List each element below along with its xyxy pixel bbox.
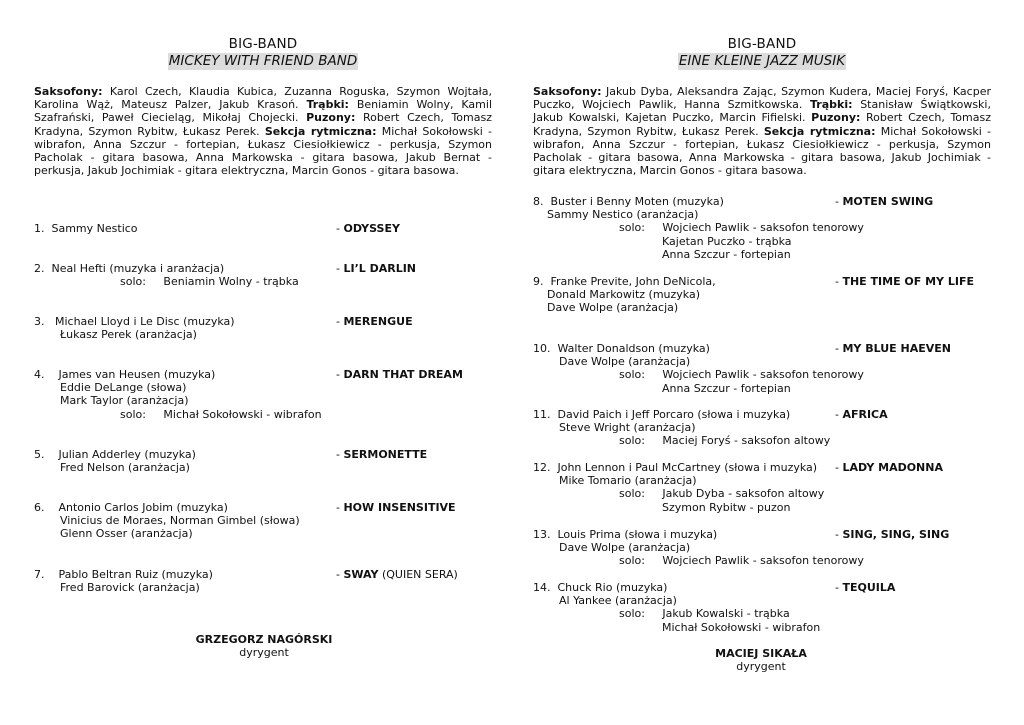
section-label: Trąbki:	[306, 98, 349, 112]
band-name: MICKEY WITH FRIEND BAND	[168, 53, 358, 69]
program-detail-line	[533, 474, 991, 487]
program-text: Mark Taylor (aranżacja)	[60, 394, 189, 408]
program-detail-line	[533, 301, 991, 314]
band-type: BIG-BAND	[228, 36, 298, 52]
piece-title-text: SERMONETTE	[343, 448, 428, 461]
program-text: Glenn Osser (aranżacja)	[60, 527, 193, 541]
piece-title-extra: (QUIEN SERA)	[378, 568, 458, 581]
program-detail-line	[533, 221, 991, 234]
piece-title-text: THE TIME OF MY LIFE	[842, 275, 974, 288]
program-composer-line	[34, 568, 492, 581]
program-item	[34, 501, 492, 541]
piece-title-text: MERENGUE	[343, 315, 413, 328]
piece-title-text: LI’L DARLIN	[343, 262, 417, 275]
piece-title: - MOTEN SWING	[835, 195, 934, 208]
program-text: 14. Chuck Rio (muzyka)	[533, 581, 668, 594]
piece-title: - MERENGUE	[336, 315, 413, 328]
program-detail-line	[533, 594, 991, 607]
band-header	[533, 36, 991, 70]
program-detail-line	[533, 382, 991, 395]
program-composer-line	[34, 368, 492, 381]
program-text: Mike Tomario (aranżacja)	[559, 474, 697, 488]
section-label: Puzony:	[811, 111, 861, 125]
piece-title: - TEQUILA	[835, 581, 896, 594]
band-header	[34, 36, 492, 70]
program-text: Dave Wolpe (aranżacja)	[559, 541, 691, 555]
section-label: Saksofony:	[34, 85, 103, 98]
program-text: Anna Szczur - fortepian	[662, 381, 791, 395]
program-composer-line	[533, 461, 991, 474]
conductor-name: GRZEGORZ NAGÓRSKI	[195, 633, 333, 646]
program-detail-line	[533, 554, 991, 567]
program-text: 4. James van Heusen (muzyka)	[34, 368, 216, 381]
program-text: 13. Louis Prima (słowa i muzyka)	[533, 528, 718, 541]
program-text: solo: Jakub Kowalski - trąbka	[619, 607, 790, 621]
program-composer-line	[533, 528, 991, 541]
program-text: solo: Maciej Foryś - saksofon altowy	[619, 434, 831, 448]
conductor-name: MACIEJ SIKAŁA	[715, 647, 807, 660]
program-detail-line	[34, 514, 492, 527]
program-item	[533, 195, 991, 261]
program-text: solo: Wojciech Pawlik - saksofon tenorowy	[619, 221, 864, 235]
piece-title: - LADY MADONNA	[835, 461, 943, 474]
piece-title-text: MY BLUE HAEVEN	[842, 342, 951, 355]
program-text: Michał Sokołowski - wibrafon	[662, 620, 821, 634]
musicians-list	[34, 85, 492, 177]
program-detail-line	[34, 394, 492, 407]
conductor-role: dyrygent	[736, 660, 786, 674]
program-text: Fred Barovick (aranżacja)	[60, 581, 200, 595]
section-members: Beniamin Wolny, Kamil Szafrański, Paweł Ciecieląg, Mikołaj Chojecki.	[34, 98, 493, 125]
left-program-column	[34, 36, 493, 660]
program-detail-line	[533, 355, 991, 368]
program-item	[34, 222, 492, 235]
program-text: 7. Pablo Beltran Ruiz (muzyka)	[34, 568, 213, 581]
program-item	[34, 448, 492, 474]
program-composer-line	[533, 195, 991, 208]
program-item	[34, 315, 492, 341]
program-detail-line	[533, 368, 991, 381]
program-detail-line	[533, 621, 991, 634]
program-detail-line	[533, 235, 991, 248]
piece-title-text: HOW INSENSITIVE	[343, 501, 456, 514]
program-detail-line	[533, 541, 991, 554]
program-detail-line	[533, 501, 991, 514]
program-text: 8. Buster i Benny Moten (muzyka)	[533, 195, 724, 208]
piece-title-text: DARN THAT DREAM	[343, 368, 463, 381]
program-text: Donald Markowitz (muzyka)	[533, 288, 701, 302]
program-text: 12. John Lennon i Paul McCartney (słowa i muzyka)	[533, 461, 818, 474]
program-detail-line	[34, 461, 492, 474]
conductor	[661, 647, 861, 673]
program-text: Szymon Rybitw - puzon	[662, 500, 791, 514]
section-members: Michał Sokołowski - wibrafon, Anna Szczur - fortepian, Łukasz Ciesiołkiewicz - perkusja, Szymon Pacholak - gitara basowa, Anna Markowska - gitara basowa, Jakub Bernat - perkusja, Jakub Jochimiak - gitara elektryczna, Marcin Gonos - gitara basowa.	[34, 124, 493, 178]
section-label: Sekcja rytmiczna:	[763, 124, 876, 138]
program-text: 9. Franke Previte, John DeNicola,	[533, 275, 716, 288]
program-text: solo: Wojciech Pawlik - saksofon tenorowy	[619, 368, 864, 382]
piece-title-text: AFRICA	[842, 408, 888, 421]
section-label: Puzony:	[306, 111, 356, 125]
program-composer-line	[533, 408, 991, 421]
conductor-role: dyrygent	[239, 646, 289, 660]
program-text: 5. Julian Adderley (muzyka)	[34, 448, 196, 461]
program-item	[533, 528, 991, 568]
musicians-list	[533, 85, 991, 177]
program-detail-line	[533, 421, 991, 434]
piece-title: - DARN THAT DREAM	[336, 368, 463, 381]
section-members: Robert Czech, Tomasz Kradyna, Szymon Rybitw, Łukasz Perek.	[34, 111, 492, 138]
program-item	[34, 262, 492, 288]
program-detail-line	[34, 381, 492, 394]
piece-title-text: ODYSSEY	[343, 222, 400, 235]
program-text: 1. Sammy Nestico	[34, 222, 138, 235]
program-detail-line	[533, 434, 991, 447]
program-detail-line	[533, 248, 991, 261]
program-composer-line	[533, 275, 991, 288]
section-label: Saksofony:	[533, 85, 602, 98]
program-composer-line	[34, 222, 492, 235]
program-item	[34, 568, 492, 594]
piece-title: - ODYSSEY	[336, 222, 400, 235]
section-members: Robert Czech, Tomasz Kradyna, Szymon Rybitw, Łukasz Perek.	[533, 111, 991, 138]
program-item	[533, 461, 991, 514]
section-members: Karol Czech, Klaudia Kubica, Zuzanna Roguska, Szymon Wojtała, Karolina Wąż, Mateusz Palzer, Jakub Krasoń.	[34, 85, 492, 112]
program-text: 3. Michael Lloyd i Le Disc (muzyka)	[34, 315, 235, 328]
program-text: Steve Wright (aranżacja)	[559, 421, 696, 435]
piece-title: - AFRICA	[835, 408, 888, 421]
section-members: Michał Sokołowski - wibrafon, Anna Szczur - fortepian, Łukasz Ciesiołkiewicz - perkusja, Szymon Pacholak - gitara basowa, Anna Markowska - gitara basowa, Jakub Jochimiak - gitara elektryczna, Marcin Gonos - gitara basowa.	[533, 124, 992, 178]
piece-title-text: MOTEN SWING	[842, 195, 934, 208]
program-text: Sammy Nestico (aranżacja)	[533, 208, 699, 222]
program-text: solo: Beniamin Wolny - trąbka	[120, 275, 299, 289]
section-members: Jakub Dyba, Aleksandra Zając, Szymon Kudera, Maciej Foryś, Kacper Puczko, Wojciech Pawlik, Hanna Szmitkowska.	[533, 85, 991, 112]
program-text: solo: Wojciech Pawlik - saksofon tenorowy	[619, 554, 864, 568]
program-detail-line	[533, 208, 991, 221]
section-label: Trąbki:	[810, 98, 853, 112]
conductor	[164, 633, 364, 659]
program-text: 11. David Paich i Jeff Porcaro (słowa i muzyka)	[533, 408, 791, 421]
piece-title-text: SWAY	[343, 568, 379, 581]
program-item	[533, 275, 991, 315]
band-type: BIG-BAND	[727, 36, 797, 52]
program-composer-line	[34, 262, 492, 275]
program-text: solo: Michał Sokołowski - wibrafon	[120, 407, 322, 421]
program-text: Al Yankee (aranżacja)	[559, 594, 677, 608]
program-detail-line	[34, 581, 492, 594]
program-text: Kajetan Puczko - trąbka	[662, 234, 792, 248]
program-detail-line	[34, 527, 492, 540]
program-text: Dave Wolpe (aranżacja)	[533, 301, 679, 315]
piece-title: - HOW INSENSITIVE	[336, 501, 456, 514]
program-text: Anna Szczur - fortepian	[662, 247, 791, 261]
program-text: Fred Nelson (aranżacja)	[60, 461, 190, 475]
section-label: Sekcja rytmiczna:	[264, 124, 377, 138]
program-composer-line	[533, 581, 991, 594]
program-composer-line	[533, 342, 991, 355]
section-members: Stanisław Świątkowski, Jakub Kowalski, Kajetan Puczko, Marcin Fifielski.	[533, 98, 991, 125]
program-item	[34, 368, 492, 421]
program-item	[533, 342, 991, 395]
piece-title: - MY BLUE HAEVEN	[835, 342, 951, 355]
program-text: solo: Jakub Dyba - saksofon altowy	[619, 487, 825, 501]
band-name: EINE KLEINE JAZZ MUSIK	[678, 53, 846, 69]
piece-title: - SING, SING, SING	[835, 528, 950, 541]
program-text: Eddie DeLange (słowa)	[60, 381, 187, 395]
program-composer-line	[34, 501, 492, 514]
program-detail-line	[34, 328, 492, 341]
piece-title-text: LADY MADONNA	[842, 461, 943, 474]
program-detail-line	[533, 607, 991, 620]
piece-title-text: SING, SING, SING	[842, 528, 950, 541]
piece-title: - SWAY (QUIEN SERA)	[336, 568, 458, 581]
program-text: Łukasz Perek (aranżacja)	[60, 328, 197, 342]
program-composer-line	[34, 448, 492, 461]
piece-title-text: TEQUILA	[842, 581, 896, 594]
piece-title: - SERMONETTE	[336, 448, 428, 461]
program-composer-line	[34, 315, 492, 328]
program-item	[533, 408, 991, 448]
program-text: 6. Antonio Carlos Jobim (muzyka)	[34, 501, 228, 514]
program-text: 10. Walter Donaldson (muzyka)	[533, 342, 710, 355]
program-detail-line	[533, 288, 991, 301]
program-text: Vinicius de Moraes, Norman Gimbel (słowa)	[60, 514, 300, 528]
piece-title: - THE TIME OF MY LIFE	[835, 275, 974, 288]
program-detail-line	[34, 408, 492, 421]
program-item	[533, 581, 991, 634]
program-detail-line	[34, 275, 492, 288]
program-detail-line	[533, 487, 991, 500]
program-text: 2. Neal Hefti (muzyka i aranżacja)	[34, 262, 225, 275]
right-program-column	[533, 36, 992, 674]
program-text: Dave Wolpe (aranżacja)	[559, 355, 691, 369]
piece-title: - LI’L DARLIN	[336, 262, 417, 275]
